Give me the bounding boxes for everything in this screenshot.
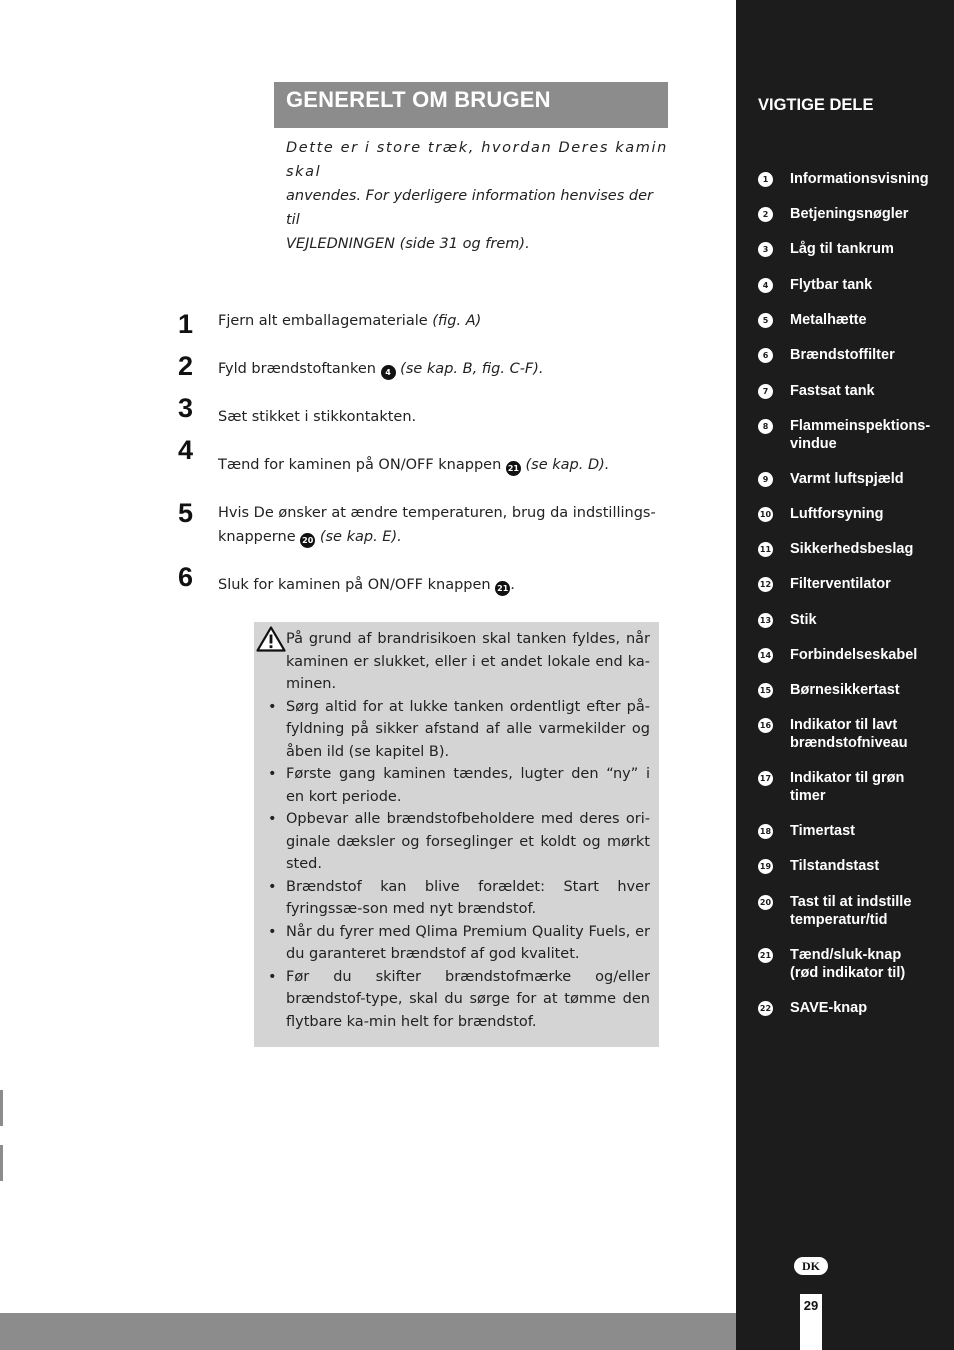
step-number: 6	[178, 562, 194, 592]
step-text	[218, 309, 658, 333]
warning-lead: På grund af brandrisikoen skal tanken fyldes, når kaminen er slukket, eller i et andet lokale end ka-minen.	[286, 631, 650, 692]
step-text	[218, 405, 658, 429]
warning-item: • Brændstof kan blive forældet: Start hver fyringssæ-son med nyt brændstof.	[286, 876, 650, 921]
step-number: 3	[178, 393, 194, 423]
warning-item: • Sørg altid for at lukke tanken ordentligt efter på-fyldning på sikker afstand af alle varmekilder og åben ild (se kapitel B).	[286, 696, 650, 764]
intro-text	[286, 136, 670, 256]
part-ref-icon: 4	[381, 365, 396, 380]
page-number: 29	[800, 1294, 822, 1350]
number-circle-icon: 11	[758, 542, 773, 557]
part-label: Varmt luftspjæld	[790, 471, 904, 487]
part-label: Indikator til grøn timer	[790, 770, 905, 804]
part-label: Betjeningsnøgler	[790, 206, 909, 222]
number-circle-icon: 2	[758, 207, 773, 222]
margin-mark	[0, 1145, 3, 1181]
language-badge: DK	[794, 1257, 828, 1275]
part-label: Tilstandstast	[790, 858, 880, 874]
part-label: Metalhætte	[790, 312, 867, 328]
part-ref-icon: 20	[300, 533, 315, 548]
step-text	[218, 453, 658, 477]
step-number: 4	[178, 435, 194, 465]
step-text-after: .	[510, 577, 515, 593]
number-circle-icon: 6	[758, 348, 773, 363]
number-circle-icon: 19	[758, 859, 773, 874]
part-label: Flammeinspektions- vindue	[790, 418, 931, 452]
number-circle-icon: 22	[758, 1001, 773, 1016]
number-circle-icon: 9	[758, 472, 773, 487]
step-text-italic: (se kap. E).	[315, 529, 402, 545]
warning-box	[254, 622, 659, 1047]
warning-triangle-icon	[256, 626, 286, 652]
step-text-main: Sluk for kaminen på ON/OFF knappen	[218, 577, 496, 593]
step-text-main: Sæt stikket i stikkontakten.	[218, 409, 417, 425]
number-circle-icon: 8	[758, 419, 773, 434]
footer-bar	[0, 1313, 736, 1350]
part-label: SAVE-knap	[790, 1000, 868, 1016]
margin-mark	[0, 1090, 3, 1126]
part-label: Låg til tankrum	[790, 241, 894, 257]
part-label: Børnesikkertast	[790, 682, 900, 698]
step-text	[218, 501, 658, 549]
number-circle-icon: 10	[758, 507, 773, 522]
warning-item: • Opbevar alle brændstofbeholdere med deres ori-ginale dæksler og forseglinger et koldt og mørkt sted.	[286, 808, 650, 876]
warning-item: • Første gang kaminen tændes, lugter den “ny” i en kort periode.	[286, 763, 650, 808]
number-circle-icon: 3	[758, 242, 773, 257]
step-text-italic: (fig. A)	[432, 313, 482, 329]
part-label: Brændstoffilter	[790, 347, 895, 363]
part-label: Tænd/sluk-knap (rød indikator til)	[790, 947, 906, 981]
part-label: Timertast	[790, 823, 856, 839]
number-circle-icon: 5	[758, 313, 773, 328]
number-circle-icon: 1	[758, 172, 773, 187]
section-title: GENERELT OM BRUGEN	[274, 82, 668, 128]
step-text	[218, 573, 658, 597]
step-text-main: Tænd for kaminen på ON/OFF knappen	[218, 457, 506, 473]
part-label: Flytbar tank	[790, 277, 873, 293]
warning-item: • Før du skifter brændstofmærke og/eller brændstof-type, skal du sørge for at tømme den flytbare ka-min helt for brændstof.	[286, 966, 650, 1034]
number-circle-icon: 13	[758, 613, 773, 628]
step-text-continued: knapperne	[218, 529, 301, 545]
number-circle-icon: 17	[758, 771, 773, 786]
number-circle-icon: 21	[758, 948, 773, 963]
part-ref-icon: 21	[506, 461, 521, 476]
warning-list	[286, 696, 650, 1034]
step-number: 5	[178, 498, 194, 528]
part-label: Filterventilator	[790, 576, 891, 592]
number-circle-icon: 18	[758, 824, 773, 839]
number-circle-icon: 12	[758, 577, 773, 592]
step-text-italic: (se kap. B, fig. C-F).	[395, 361, 544, 377]
part-label: Indikator til lavt brændstofniveau	[790, 717, 908, 751]
number-circle-icon: 4	[758, 278, 773, 293]
number-circle-icon: 7	[758, 384, 773, 399]
part-label: Tast til at indstille temperatur/tid	[790, 894, 912, 928]
step-text-main: Hvis De ønsker at ændre temperaturen, brug da indstillings-	[218, 505, 656, 521]
sidebar-title: VIGTIGE DELE	[758, 96, 874, 114]
part-label: Fastsat tank	[790, 383, 875, 399]
step-text	[218, 357, 658, 381]
number-circle-icon: 14	[758, 648, 773, 663]
parts-sidebar	[736, 0, 954, 1350]
step-text-main: Fyld brændstoftanken	[218, 361, 381, 377]
number-circle-icon: 15	[758, 683, 773, 698]
intro-line-2: anvendes. For yderligere information henvises der til	[286, 188, 653, 228]
part-label: Forbindelseskabel	[790, 647, 918, 663]
step-number: 1	[178, 309, 194, 339]
part-label: Luftforsyning	[790, 506, 884, 522]
part-label: Informationsvisning	[790, 171, 929, 187]
number-circle-icon: 16	[758, 718, 773, 733]
intro-line-3: VEJLEDNINGEN (side 31 og frem).	[286, 236, 530, 252]
part-label: Stik	[790, 612, 817, 628]
intro-line-1: Dette er i store træk, hvordan Deres kamin skal	[286, 140, 668, 180]
warning-text	[286, 628, 650, 1033]
step-text-main: Fjern alt emballagemateriale	[218, 313, 433, 329]
part-ref-icon: 21	[495, 581, 510, 596]
number-circle-icon: 20	[758, 895, 773, 910]
part-label: Sikkerhedsbeslag	[790, 541, 914, 557]
warning-item: • Når du fyrer med Qlima Premium Quality Fuels, er du garanteret brændstof af god kvalitet.	[286, 921, 650, 966]
step-text-italic: (se kap. D).	[520, 457, 610, 473]
step-number: 2	[178, 351, 194, 381]
